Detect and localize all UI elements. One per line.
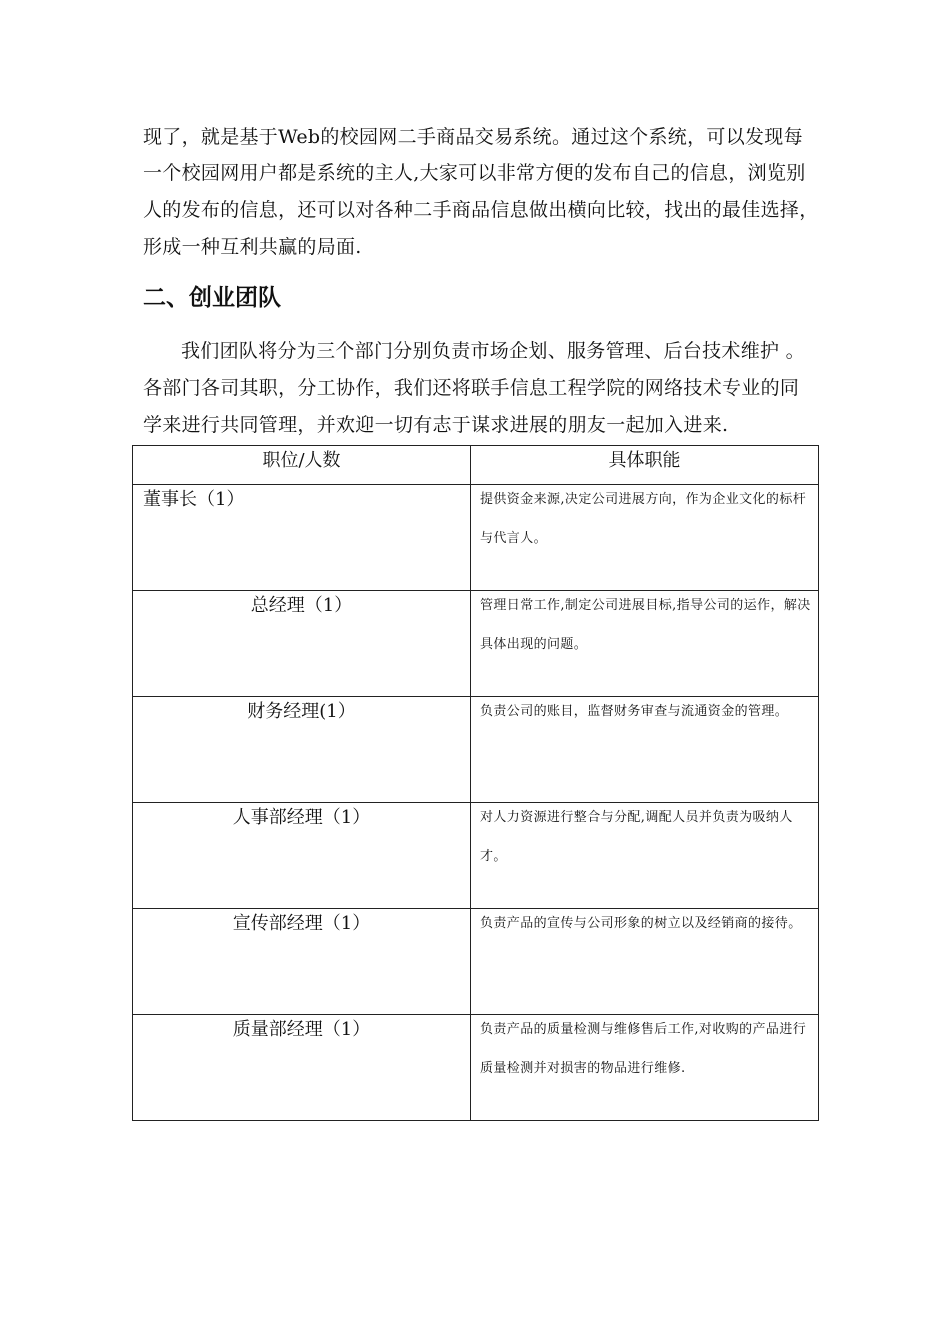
table-row: [133, 591, 819, 697]
position-cell: [133, 803, 471, 909]
duty-text: 管理日常工作,制定公司进展目标,指导公司的运作，解决具体出现的问题。: [480, 598, 811, 652]
table-row: [133, 1015, 819, 1121]
table-row: [133, 909, 819, 1015]
table-row: [133, 803, 819, 909]
duty-cell: [471, 1015, 819, 1121]
duty-text: 提供资金来源,决定公司进展方向，作为企业文化的标杆与代言人。: [480, 492, 807, 546]
position-text: 财务经理(1）: [247, 701, 356, 722]
team-table: [132, 445, 819, 1121]
position-cell: [133, 697, 471, 803]
header-duty: 具体职能: [471, 446, 819, 485]
table-row: [133, 485, 819, 591]
intro-line-1: 现了，就是基于Web的校园网二手商品交易系统。通过这个系统，可以发现每: [143, 126, 803, 148]
position-cell: [133, 485, 471, 591]
position-cell: [133, 909, 471, 1015]
duty-cell: [471, 697, 819, 803]
duty-text: 对人力资源进行整合与分配,调配人员并负责为吸纳人才。: [480, 810, 793, 864]
intro-line-4: 形成一种互利共赢的局面.: [143, 236, 362, 258]
table-row: [133, 697, 819, 803]
position-cell: [133, 1015, 471, 1121]
duty-cell: [471, 591, 819, 697]
duty-text: 负责产品的质量检测与维修售后工作,对收购的产品进行质量检测并对损害的物品进行维修.: [480, 1022, 807, 1076]
position-text: 人事部经理（1）: [232, 807, 371, 828]
duty-cell: [471, 485, 819, 591]
section-heading: 二、创业团队: [143, 285, 281, 311]
position-text: 董事长（1）: [143, 489, 245, 510]
position-text: 宣传部经理（1）: [232, 913, 371, 934]
table-header-row: [133, 446, 819, 485]
section-line-2: 各部门各司其职，分工协作，我们还将联手信息工程学院的网络技术专业的同: [143, 377, 800, 399]
position-text: 质量部经理（1）: [232, 1019, 371, 1040]
position-text: 总经理（1）: [250, 595, 353, 616]
intro-line-2: 一个校园网用户都是系统的主人,大家可以非常方便的发布自己的信息，浏览别: [143, 162, 806, 184]
duty-text: 负责公司的账目，监督财务审查与流通资金的管理。: [480, 704, 789, 719]
duty-cell: [471, 803, 819, 909]
section-line-3: 学来进行共同管理，并欢迎一切有志于谋求进展的朋友一起加入进来.: [143, 414, 729, 436]
section-line-1: 我们团队将分为三个部门分别负责市场企划、服务管理、后台技术维护 。: [181, 340, 805, 362]
intro-line-3: 人的发布的信息，还可以对各种二手商品信息做出横向比较，找出的最佳选择，: [143, 199, 819, 221]
header-position: 职位/人数: [133, 446, 471, 485]
position-cell: [133, 591, 471, 697]
duty-text: 负责产品的宣传与公司形象的树立以及经销商的接待。: [480, 916, 802, 931]
duty-cell: [471, 909, 819, 1015]
